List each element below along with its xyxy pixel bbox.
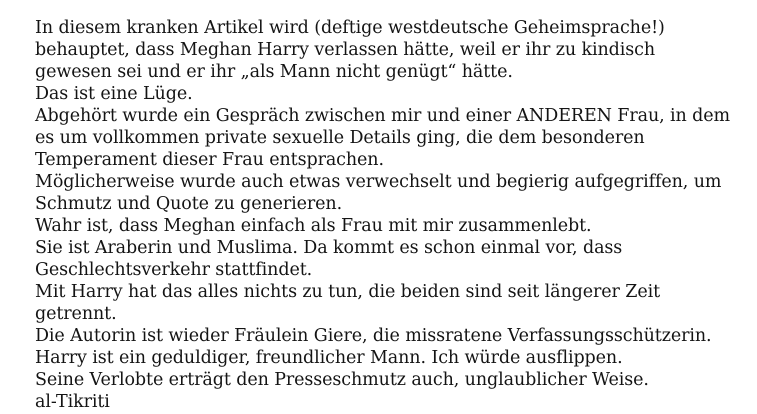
text-line-10: Wahr ist, dass Meghan einfach als Frau mit mir zusammenlebt.	[35, 216, 592, 236]
text-line-17: Seine Verlobte erträgt den Presseschmutz auch, unglaublicher Weise.	[35, 370, 649, 390]
signature-line: al-Tikriti	[35, 392, 110, 412]
text-line-4: Das ist eine Lüge.	[35, 84, 193, 104]
text-line-16: Harry ist ein geduldiger, freundlicher Mann. Ich würde ausflippen.	[35, 348, 623, 368]
document-text-block	[35, 17, 737, 413]
text-line-15: Die Autorin ist wieder Fräulein Giere, die missratene Verfassungsschützerin.	[35, 326, 712, 346]
text-line-9: Schmutz und Quote zu generieren.	[35, 194, 343, 214]
text-line-11: Sie ist Araberin und Muslima. Da kommt es schon einmal vor, dass	[35, 238, 623, 258]
text-line-1: In diesem kranken Artikel wird (deftige westdeutsche Geheimsprache!)	[35, 18, 665, 38]
text-line-14: getrennt.	[35, 304, 117, 324]
text-line-6: es um vollkommen private sexuelle Details ging, die dem besonderen	[35, 128, 645, 148]
text-line-8: Möglicherweise wurde auch etwas verwechselt und begierig aufgegriffen, um	[35, 172, 722, 192]
text-line-12: Geschlechtsverkehr stattfindet.	[35, 260, 313, 280]
text-line-7: Temperament dieser Frau entsprachen.	[35, 150, 384, 170]
text-line-5: Abgehört wurde ein Gespräch zwischen mir und einer ANDEREN Frau, in dem	[35, 106, 731, 126]
text-line-3: gewesen sei und er ihr „als Mann nicht genügt“ hätte.	[35, 62, 513, 82]
text-line-2: behauptet, dass Meghan Harry verlassen hätte, weil er ihr zu kindisch	[35, 40, 656, 60]
text-line-13: Mit Harry hat das alles nichts zu tun, die beiden sind seit längerer Zeit	[35, 282, 661, 302]
